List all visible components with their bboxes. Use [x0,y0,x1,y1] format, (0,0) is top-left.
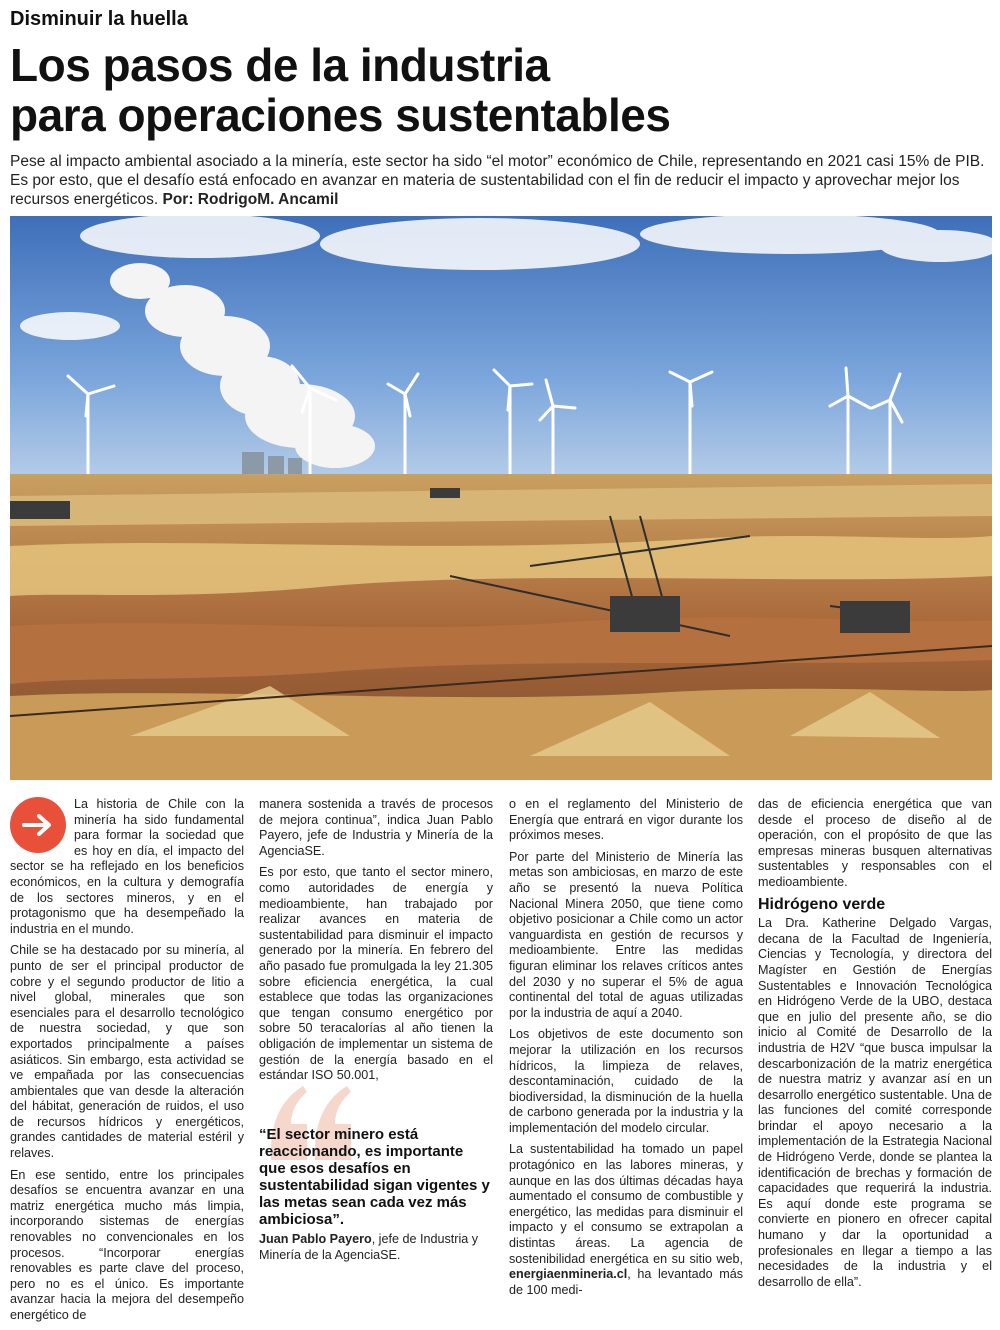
lede-text: Pese al impacto ambiental asociado a la minería, este sector ha sido “el motor” económico de Chile, representando en 2021 casi 15% de PIB. Es por esto, que el desafío está enfocado en avanzar en materia de sustentabilidad con el fin de reducir el impacto y aprovechar mejor los recursos energéticos. [10,153,985,208]
paragraph: Los objetivos de este documento son mejorar la utilización en los recursos hídricos, la limpieza de relaves, descontaminación, cuidado de la biodiversidad, la disminución de la huella de carbono generada por la industria y la implementación del modelo circular. [509,1027,743,1135]
quote-author-role: , jefe de Industria y Minería de la AgenciaSE. [259,1232,479,1262]
section-kicker: Disminuir la huella [10,8,188,30]
paragraph: En ese sentido, entre los principales desafíos se encuentra avanzar en una matriz energética mucho más limpia, incorporando sistemas de energías renovables no convencionales en los procesos. “Incorporar energías renovables es parte clave del proceso, pero no es el único. Es importante avanzar hacia la mejora del desempeño energético de [10,1167,244,1322]
headline-line-2: para operaciones sustentables [10,89,671,141]
website-link[interactable]: energiaenmineria.cl [509,1267,628,1282]
paragraph: manera sostenida a través de procesos de mejora continua”, indica Juan Pablo Payero, jefe de Industria y Minería de la AgenciaSE. [259,797,493,858]
paragraph: Chile se ha destacado por su minería, al punto de ser el principal productor de cobre y el segundo productor de litio a nivel global, minerales que son esenciales para el desarrollo tecnológico de nuestra sociedad, y que son exportados principalmente a países asiáticos. Sin embargo, esta actividad se ve empañada por las consecuencias ambientales que van desde la alteración del hábitat, generación de ruidos, el uso de recursos hídricos y energéticos, grandes cantidades de material estéril y relaves. [10,943,244,1161]
paragraph: o en el reglamento del Ministerio de Energía que entrará en vigor durante los próximos meses. [509,797,743,843]
body-column-4 [758,797,992,1296]
body-column-1 [10,797,244,1330]
paragraph: Por parte del Ministerio de Minería las metas son ambiciosas, en marzo de este año se presentó la nueva Política Nacional Minera 2050, que tiene como objetivo posicionar a Chile como un actor vanguardista en gestión de recursos y medioambiente. Entre las medidas figuran eliminar los relaves críticos antes del 2030 y no superar el 5% de agua continental del total de aguas utilizadas por la industria de aquí a 2040. [509,849,743,1020]
paragraph-text: La sustentabilidad ha tomado un papel protagónico en las labores mineras, y aunque en las dos últimas décadas haya aumentado el consumo de combustible y energético, las medidas para disminuir el impacto y el consumo se extrapolan a distintas áreas. La agencia de sostenibilidad energética en su sitio web, [509,1142,743,1266]
headline [10,40,990,140]
paragraph [509,1142,743,1298]
quote-attribution [259,1232,493,1263]
pull-quote [259,1080,493,1263]
quote-author: Juan Pablo Payero [259,1232,372,1246]
paragraph: Es por esto, que tanto el sector minero, como autoridades de energía y medioambiente, han trabajado por realizar avances en materia de sustentabilidad para disminuir el impacto generado por la minería. En febrero del año pasado fue promulgada la ley 21.305 sobre eficiencia energética, la cual establece que todas las organizaciones que tengan consumo energético por sobre 50 teracalorías al año tienen la obligación de implementar un sistema de gestión de la energía basado en el estándar ISO 50.001, [259,865,493,1083]
headline-line-1: Los pasos de la industria [10,39,550,91]
subheading: Hidrógeno verde [758,895,886,913]
byline: Por: RodrigoM. Ancamil [162,191,339,208]
paragraph: La historia de Chile con la minería ha sido fundamental para formar la sociedad que es hoy en día, el impacto del sector se ha reflejado en los beneficios económicos, en la cultura y demografía de los sectores mineros, y en el protagonismo que ha desempeñado la industria en el mundo. [10,797,244,936]
lede [10,152,990,209]
quote-text: “El sector minero está reaccionando, es importante que esos desafíos en sustentabilidad sigan vigentes y las metas sean cada vez más ambiciosa”. [259,1126,490,1228]
body-column-2 [259,797,493,1090]
paragraph: La Dra. Katherine Delgado Vargas, decana de la Facultad de Ingeniería, Ciencias y Tecnología, y directora del Magíster en Gestión de Energías Sustentables e Innovación Tecnológica en Hidrógeno Verde de la UBO, destaca que en julio del presente año, se dio inicio al Comité de Desarrollo de la industria de H2V “que busca impulsar la descarbonización de la matriz energética de nuestra matriz y avanzar así en un desarrollo energético sustentable. Una de las funciones del comité corresponde brindar el apoyo necesario a la implementación de la Estrategia Nacional de Hidrógeno Verde, donde se plantea la identificación de brechas y formación de capacidades que requerirá la industria. Es aquí donde este programa se convierte en pionero en ofrecer capital humano y dar la oportunidad a profesionales en llegar a tiempo a las necesidades de la industria y el desarrollo de ella”. [758,916,992,1289]
article-photo [10,216,992,780]
open-pit-mine-wind-turbines-photo [10,216,992,780]
paragraph-tail: , ha levantado más de 100 medi- [509,1267,743,1297]
paragraph: das de eficiencia energética que van desde el proceso de diseño al de operación, con el propósito de que las empresas mineras busquen alternativas sustentables y responsables con el medioambiente. [758,797,992,889]
arrow-right-icon [10,797,66,853]
body-column-3 [509,797,743,1304]
